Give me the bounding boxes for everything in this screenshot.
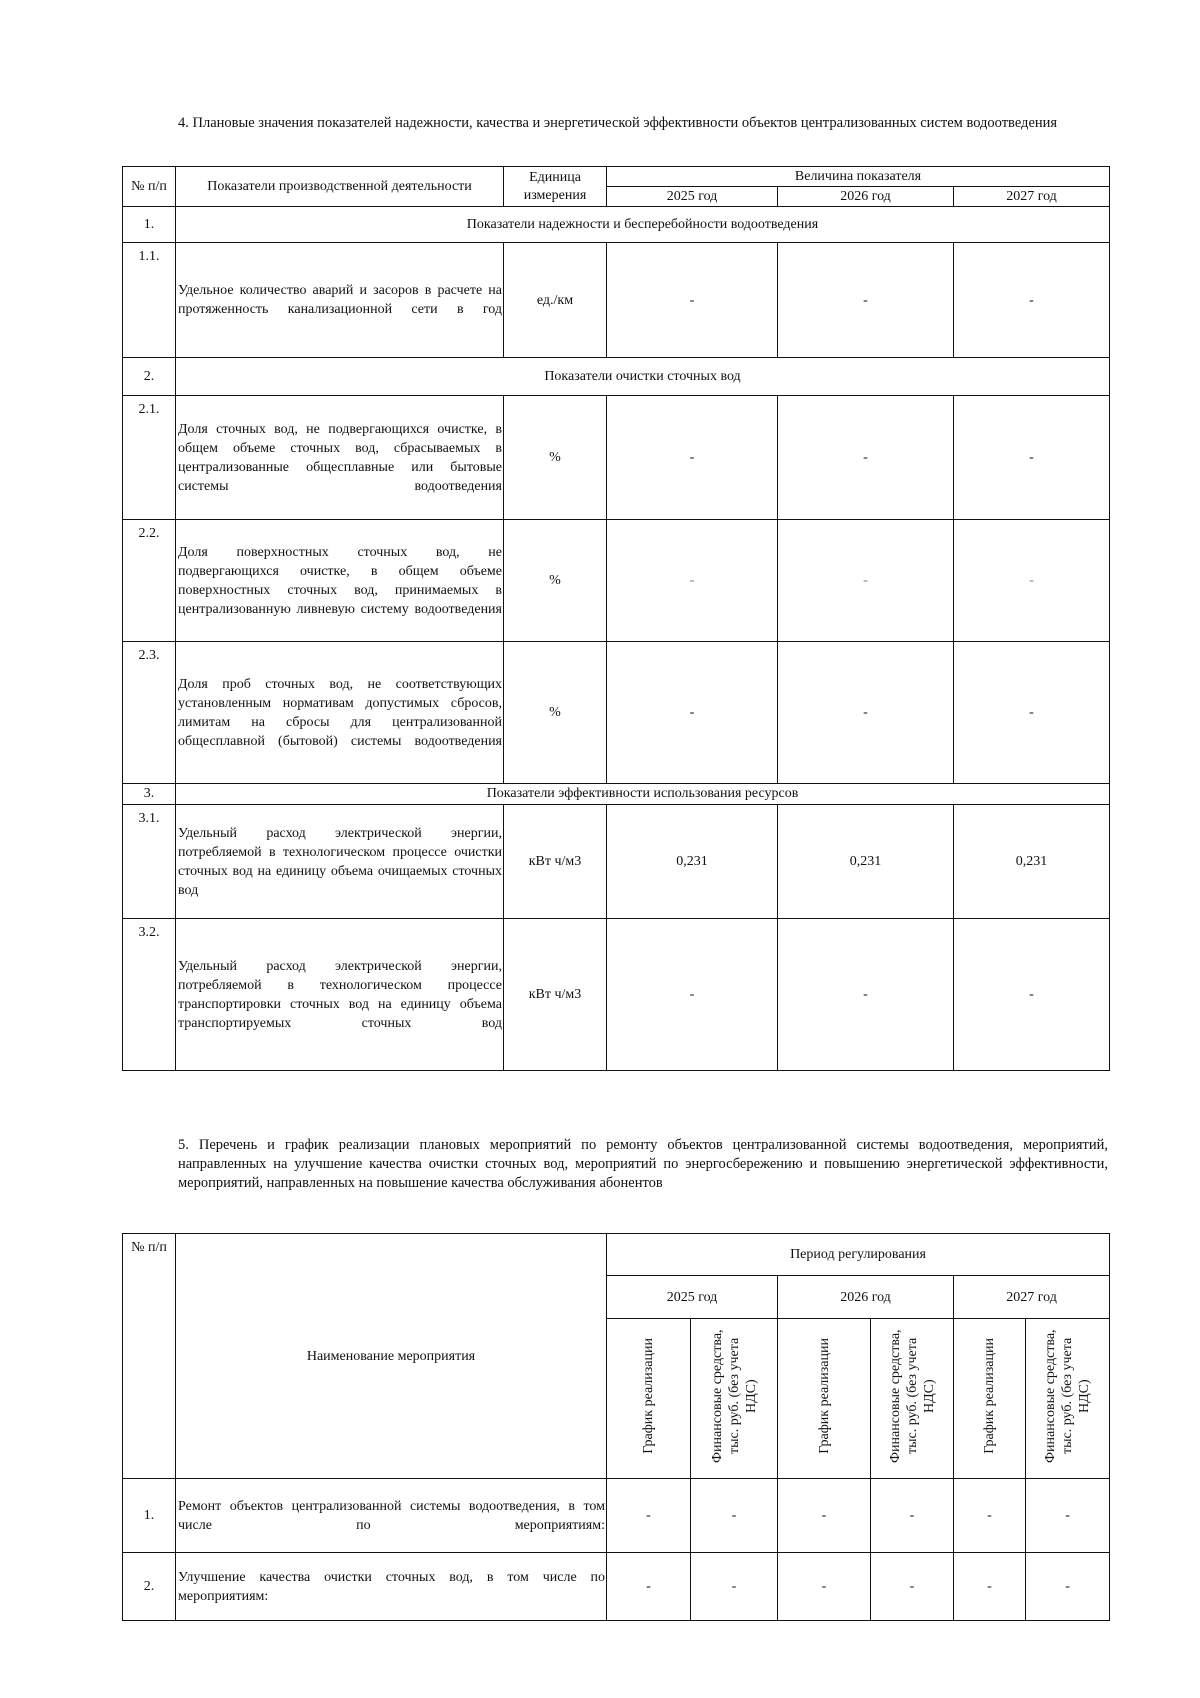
row-value: - [607, 1553, 691, 1621]
group-title: Показатели надежности и бесперебойности водоотведения [176, 207, 1110, 243]
row-text: Ремонт объектов централизованной системы водоотведения, в том числе по мероприятиям: [176, 1479, 607, 1553]
row-value: - [954, 520, 1110, 642]
header-indicator: Показатели производственной деятельности [176, 167, 504, 207]
row-value: - [954, 642, 1110, 784]
table-row [123, 642, 1110, 784]
header-finance-label: Финансовые средства, тыс. руб. (без учета НДС) [1043, 1328, 1093, 1463]
header-schedule [778, 1319, 871, 1479]
table-row [123, 805, 1110, 919]
header-unit: Единица измерения [504, 167, 607, 207]
row-value: - [778, 919, 954, 1071]
row-value: - [691, 1553, 778, 1621]
row-value: 0,231 [607, 805, 778, 919]
table-row [123, 520, 1110, 642]
row-value: - [607, 396, 778, 520]
group-num: 1. [123, 207, 176, 243]
row-unit: % [504, 520, 607, 642]
row-value: - [778, 243, 954, 358]
group-num: 3. [123, 784, 176, 805]
row-value: - [778, 1479, 871, 1553]
row-value: - [954, 919, 1110, 1071]
section-5-heading: 5. Перечень и график реализации плановых мероприятий по ремонту объектов централизованной системы водоотведения, мероприятий, направленных на улучшение качества очистки сточных вод, мероприятий по энергосбережению и повышению энергетической эффективности, мероприятий, направленных на повышение качества обслуживания абонентов [178, 1137, 1108, 1191]
table-row [123, 1553, 1110, 1621]
row-value: - [871, 1553, 954, 1621]
row-num: 2. [123, 1553, 176, 1621]
table-row [123, 1479, 1110, 1553]
row-value: - [871, 1479, 954, 1553]
row-unit: % [504, 642, 607, 784]
row-num: 1.1. [123, 243, 176, 358]
row-value: - [607, 243, 778, 358]
row-value: - [1026, 1553, 1110, 1621]
row-value: - [607, 642, 778, 784]
header-finance [691, 1319, 778, 1479]
header-finance-label: Финансовые средства, тыс. руб. (без учета НДС) [887, 1328, 937, 1463]
row-num: 2.1. [123, 396, 176, 520]
header-schedule-label: График реализации [641, 1337, 656, 1454]
row-value: - [607, 1479, 691, 1553]
header-year: 2026 год [778, 1276, 954, 1319]
header-schedule [607, 1319, 691, 1479]
row-text: Доля проб сточных вод, не соответствующих установленным нормативам допустимых сбросов, лимитам на сбросы для централизованной общесплавной (бытовой) системы водоотведения [176, 642, 504, 784]
row-text: Доля поверхностных сточных вод, не подвергающихся очистке, в общем объеме поверхностных сточных вод, принимаемых в централизованную ливневую систему водоотведения [176, 520, 504, 642]
header-finance [871, 1319, 954, 1479]
table-row [123, 919, 1110, 1071]
group-num: 2. [123, 358, 176, 396]
header-num: № п/п [123, 167, 176, 207]
header-name: Наименование мероприятия [176, 1234, 607, 1479]
row-num: 2.2. [123, 520, 176, 642]
group-title: Показатели эффективности использования ресурсов [176, 784, 1110, 805]
header-year: 2026 год [778, 187, 954, 207]
row-value: - [954, 1479, 1026, 1553]
header-period: Период регулирования [607, 1234, 1110, 1276]
row-value: - [778, 642, 954, 784]
row-value: - [778, 520, 954, 642]
header-schedule [954, 1319, 1026, 1479]
group-title: Показатели очистки сточных вод [176, 358, 1110, 396]
row-unit: % [504, 396, 607, 520]
header-value: Величина показателя [607, 167, 1110, 187]
row-value: - [954, 396, 1110, 520]
header-schedule-label: График реализации [816, 1337, 832, 1454]
row-value: - [954, 1553, 1026, 1621]
row-value: - [607, 520, 778, 642]
activities-schedule-table [122, 1233, 1110, 1621]
row-num: 3.2. [123, 919, 176, 1071]
row-text: Удельный расход электрической энергии, потребляемой в технологическом процессе очистки сточных вод на единицу объема очищаемых сточных вод [176, 805, 504, 919]
row-unit: ед./км [504, 243, 607, 358]
header-finance-label: Финансовые средства, тыс. руб. (без учета НДС) [709, 1328, 759, 1463]
row-num: 1. [123, 1479, 176, 1553]
section-4-heading: 4. Плановые значения показателей надежности, качества и энергетической эффективности объектов централизованных систем водоотведения [178, 115, 1058, 131]
row-unit: кВт ч/м3 [504, 919, 607, 1071]
header-num: № п/п [123, 1234, 176, 1479]
table-row [123, 396, 1110, 520]
row-value: - [778, 1553, 871, 1621]
header-year: 2027 год [954, 187, 1110, 207]
row-value: - [607, 919, 778, 1071]
header-finance [1026, 1319, 1110, 1479]
row-text: Удельный расход электрической энергии, потребляемой в технологическом процессе транспортировки сточных вод на единицу объема транспортируемых сточных вод [176, 919, 504, 1071]
row-value: 0,231 [954, 805, 1110, 919]
row-text: Доля сточных вод, не подвергающихся очистке, в общем объеме сточных вод, сбрасываемых в централизованные общесплавные или бытовые системы водоотведения [176, 396, 504, 520]
row-value: - [778, 396, 954, 520]
row-value: - [954, 243, 1110, 358]
header-year: 2025 год [607, 187, 778, 207]
row-value: - [1026, 1479, 1110, 1553]
row-value: 0,231 [778, 805, 954, 919]
row-num: 2.3. [123, 642, 176, 784]
header-year: 2025 год [607, 1276, 778, 1319]
table-row [123, 243, 1110, 358]
row-text: Удельное количество аварий и засоров в расчете на протяженность канализационной сети в год [176, 243, 504, 358]
header-schedule-label: График реализации [982, 1337, 997, 1454]
row-unit: кВт ч/м3 [504, 805, 607, 919]
reliability-indicators-table [122, 166, 1110, 1071]
row-num: 3.1. [123, 805, 176, 919]
row-text: Улучшение качества очистки сточных вод, в том числе по мероприятиям: [176, 1553, 607, 1621]
row-value: - [691, 1479, 778, 1553]
header-year: 2027 год [954, 1276, 1110, 1319]
